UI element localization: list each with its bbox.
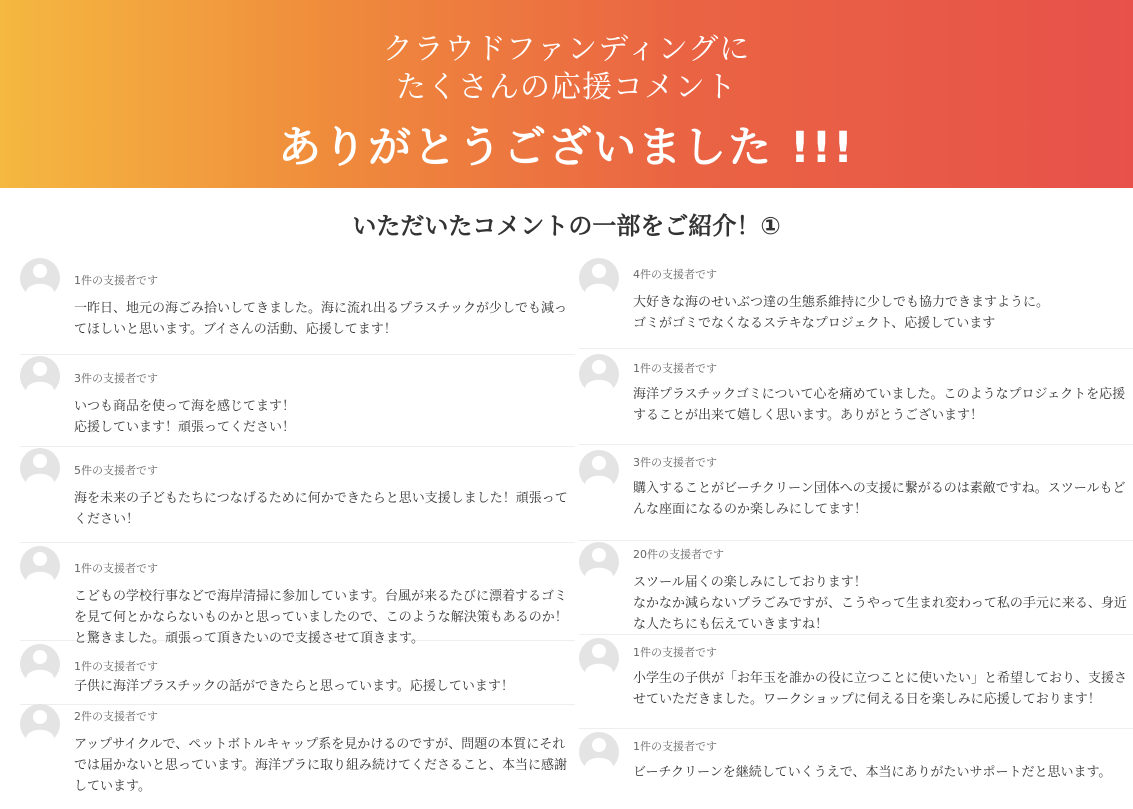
avatar-icon	[579, 542, 619, 576]
avatar-icon	[20, 546, 60, 580]
banner-line-1: クラウドファンディングに	[382, 32, 751, 67]
avatar-icon	[20, 448, 60, 482]
comment-card	[579, 258, 1133, 349]
supporter-count: 2件の支援者です	[74, 710, 158, 723]
section-title: いただいたコメントの一部をご紹介！①	[352, 212, 781, 240]
comment-text: こどもの学校行事などで海岸清掃に参加しています。台風が来るたびに漂着するゴミを見て何とかならないものかと思っていましたので、このような解決策もあるのか！と驚きました。頑張って頂きたいので支援させて頂きます。	[74, 589, 568, 646]
header-banner	[0, 0, 1133, 188]
comment-card	[20, 258, 575, 355]
supporter-count: 1件の支援者です	[633, 362, 717, 375]
comment-text: アップサイクルで、ペットボトルキャップ系を見かけるのですが、問題の本質にそれでは届かないと思っています。海洋プラに取り組み続けてくださること、本当に感謝しています。	[74, 737, 567, 794]
banner-thanks-heading: ありがとうございました !!!	[278, 123, 855, 173]
comment-text: 海を未来の子どもたちにつなげるために何かできたらと思い支援しました！頑張ってください！	[74, 491, 568, 527]
comment-text: 海洋プラスチックゴミについて心を痛めていました。このようなプロジェクトを応援することが出来て嬉しく思います。ありがとうございます！	[633, 387, 1126, 423]
comment-text: 子供に海洋プラスチックの話ができたらと思っています。応援しています！	[74, 679, 514, 694]
supporter-count: 1件の支援者です	[74, 274, 158, 287]
comment-card	[20, 704, 575, 809]
avatar-icon	[20, 704, 60, 738]
avatar-icon	[20, 258, 60, 292]
comment-card	[579, 354, 1133, 445]
comment-text: 大好きな海のせいぶつ達の生態系維持に少しでも協力できますように。 ゴミがゴミでなくなるステキなプロジェクト、応援しています	[633, 295, 1050, 331]
supporter-count: 1件の支援者です	[633, 740, 717, 753]
avatar-icon	[579, 450, 619, 484]
comment-card	[20, 546, 575, 646]
avatar-icon	[579, 258, 619, 292]
avatar-icon	[579, 732, 619, 766]
avatar-icon	[20, 356, 60, 390]
banner-line-2: たくさんの応援コメント	[396, 70, 737, 105]
avatar-icon	[579, 354, 619, 388]
comment-text: 購入することがビーチクリーン団体への支援に繋がるのは素敵ですね。スツールもどんな座面になるのか楽しみにしてます！	[633, 481, 1126, 517]
supporter-count: 5件の支援者です	[74, 464, 158, 477]
comment-card	[579, 450, 1133, 541]
comment-card	[20, 448, 575, 543]
avatar-icon	[579, 638, 619, 672]
comment-card	[20, 644, 575, 705]
supporter-count: 1件の支援者です	[74, 660, 158, 673]
supporter-count: 3件の支援者です	[633, 456, 717, 469]
comment-text: いつも商品を使って海を感じてます！ 応援しています！頑張ってください！	[74, 399, 296, 435]
comment-text: ビーチクリーンを継続していくうえで、本当にありがたいサポートだと思います。	[633, 765, 1112, 780]
supporter-count: 1件の支援者です	[74, 562, 158, 575]
supporter-count: 1件の支援者です	[633, 646, 717, 659]
supporter-count: 3件の支援者です	[74, 372, 158, 385]
comment-text: スツール届くの楽しみにしております！ なかなか減らないプラごみですが、こうやって生まれ変わって私の手元に来る、身近な人たちにも伝えていきますね！	[633, 575, 1127, 632]
comment-card	[579, 638, 1133, 729]
comment-card	[579, 542, 1133, 635]
supporter-count: 20件の支援者です	[633, 548, 724, 561]
supporter-count: 4件の支援者です	[633, 268, 717, 281]
comment-text: 小学生の子供が「お年玉を誰かの役に立つことに使いたい」と希望しており、支援させていただきました。ワークショップに伺える日を楽しみに応援しております！	[633, 671, 1128, 707]
comment-text: 一昨日、地元の海ごみ拾いしてきました。海に流れ出るプラスチックが少しでも減ってほしいと思います。ブイさんの活動、応援してます！	[74, 301, 567, 337]
comment-card	[579, 732, 1133, 806]
comment-card	[20, 356, 575, 447]
avatar-icon	[20, 644, 60, 678]
